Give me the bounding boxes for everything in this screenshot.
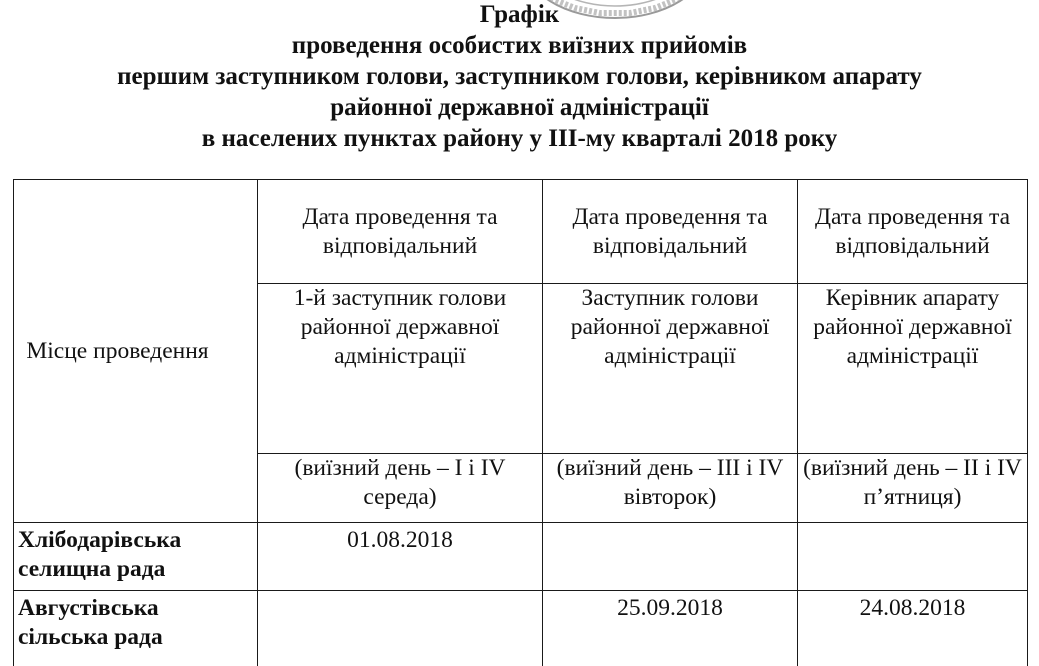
header-row-dates (14, 180, 1028, 284)
date-cell-2-1 (258, 591, 543, 666)
date-value: 25.09.2018 (617, 595, 723, 621)
place-header-cell (14, 180, 258, 523)
date-cell-1-1 (258, 523, 543, 591)
date-cell-1-3 (798, 523, 1028, 591)
date-value: 24.08.2018 (859, 595, 966, 621)
place-header: Місце проведення (26, 337, 209, 364)
visit-day-2: (виїзний день – ІІІ і IV вівторок) (556, 455, 784, 510)
date-header-cell-3 (798, 180, 1028, 284)
date-header-cell-2 (543, 180, 798, 284)
title-line-4: районної державної адміністрації (330, 94, 709, 121)
official-cell-2 (543, 284, 798, 454)
date-cell-2-3 (798, 591, 1028, 666)
official-cell-3 (798, 284, 1028, 454)
document-title (0, 0, 1039, 154)
date-header-1: Дата проведення та відповідальний (302, 203, 498, 259)
place-cell-2 (14, 591, 258, 666)
official-cell-1 (258, 284, 543, 454)
place-name-2: Августівська сільська рада (18, 595, 163, 650)
official-2: Заступник голови районної державної адміністрації (570, 285, 770, 369)
date-header-2: Дата проведення та відповідальний (572, 203, 768, 259)
visit-day-cell-3 (798, 454, 1028, 523)
title-line-2: проведення особистих виїзних прийомів (291, 32, 748, 59)
title-line-1: Графік (479, 1, 560, 28)
visit-day-cell-2 (543, 454, 798, 523)
table-row (14, 591, 1028, 666)
date-header-cell-1 (258, 180, 543, 284)
visit-day-3: (виїзний день – ІІ і IV п’ятниця) (803, 455, 1022, 510)
place-name-1: Хлібодарівська селищна рада (18, 527, 182, 582)
title-line-5: в населених пунктах району у ІІІ-му кварталі 2018 року (201, 125, 838, 152)
schedule-table (13, 179, 1028, 666)
date-value: 01.08.2018 (347, 527, 453, 553)
date-cell-1-2 (543, 523, 798, 591)
table-row (14, 523, 1028, 591)
visit-day-cell-1 (258, 454, 543, 523)
official-3: Керівник апарату районної державної адміністрації (813, 285, 1012, 369)
title-line-3: першим заступником голови, заступником голови, керівником апарату (117, 63, 922, 90)
official-1: 1-й заступник голови районної державної адміністрації (293, 285, 507, 369)
visit-day-1: (виїзний день – І і IV середа) (294, 455, 506, 510)
date-cell-2-2 (543, 591, 798, 666)
place-cell-1 (14, 523, 258, 591)
date-header-3: Дата проведення та відповідальний (814, 203, 1011, 259)
